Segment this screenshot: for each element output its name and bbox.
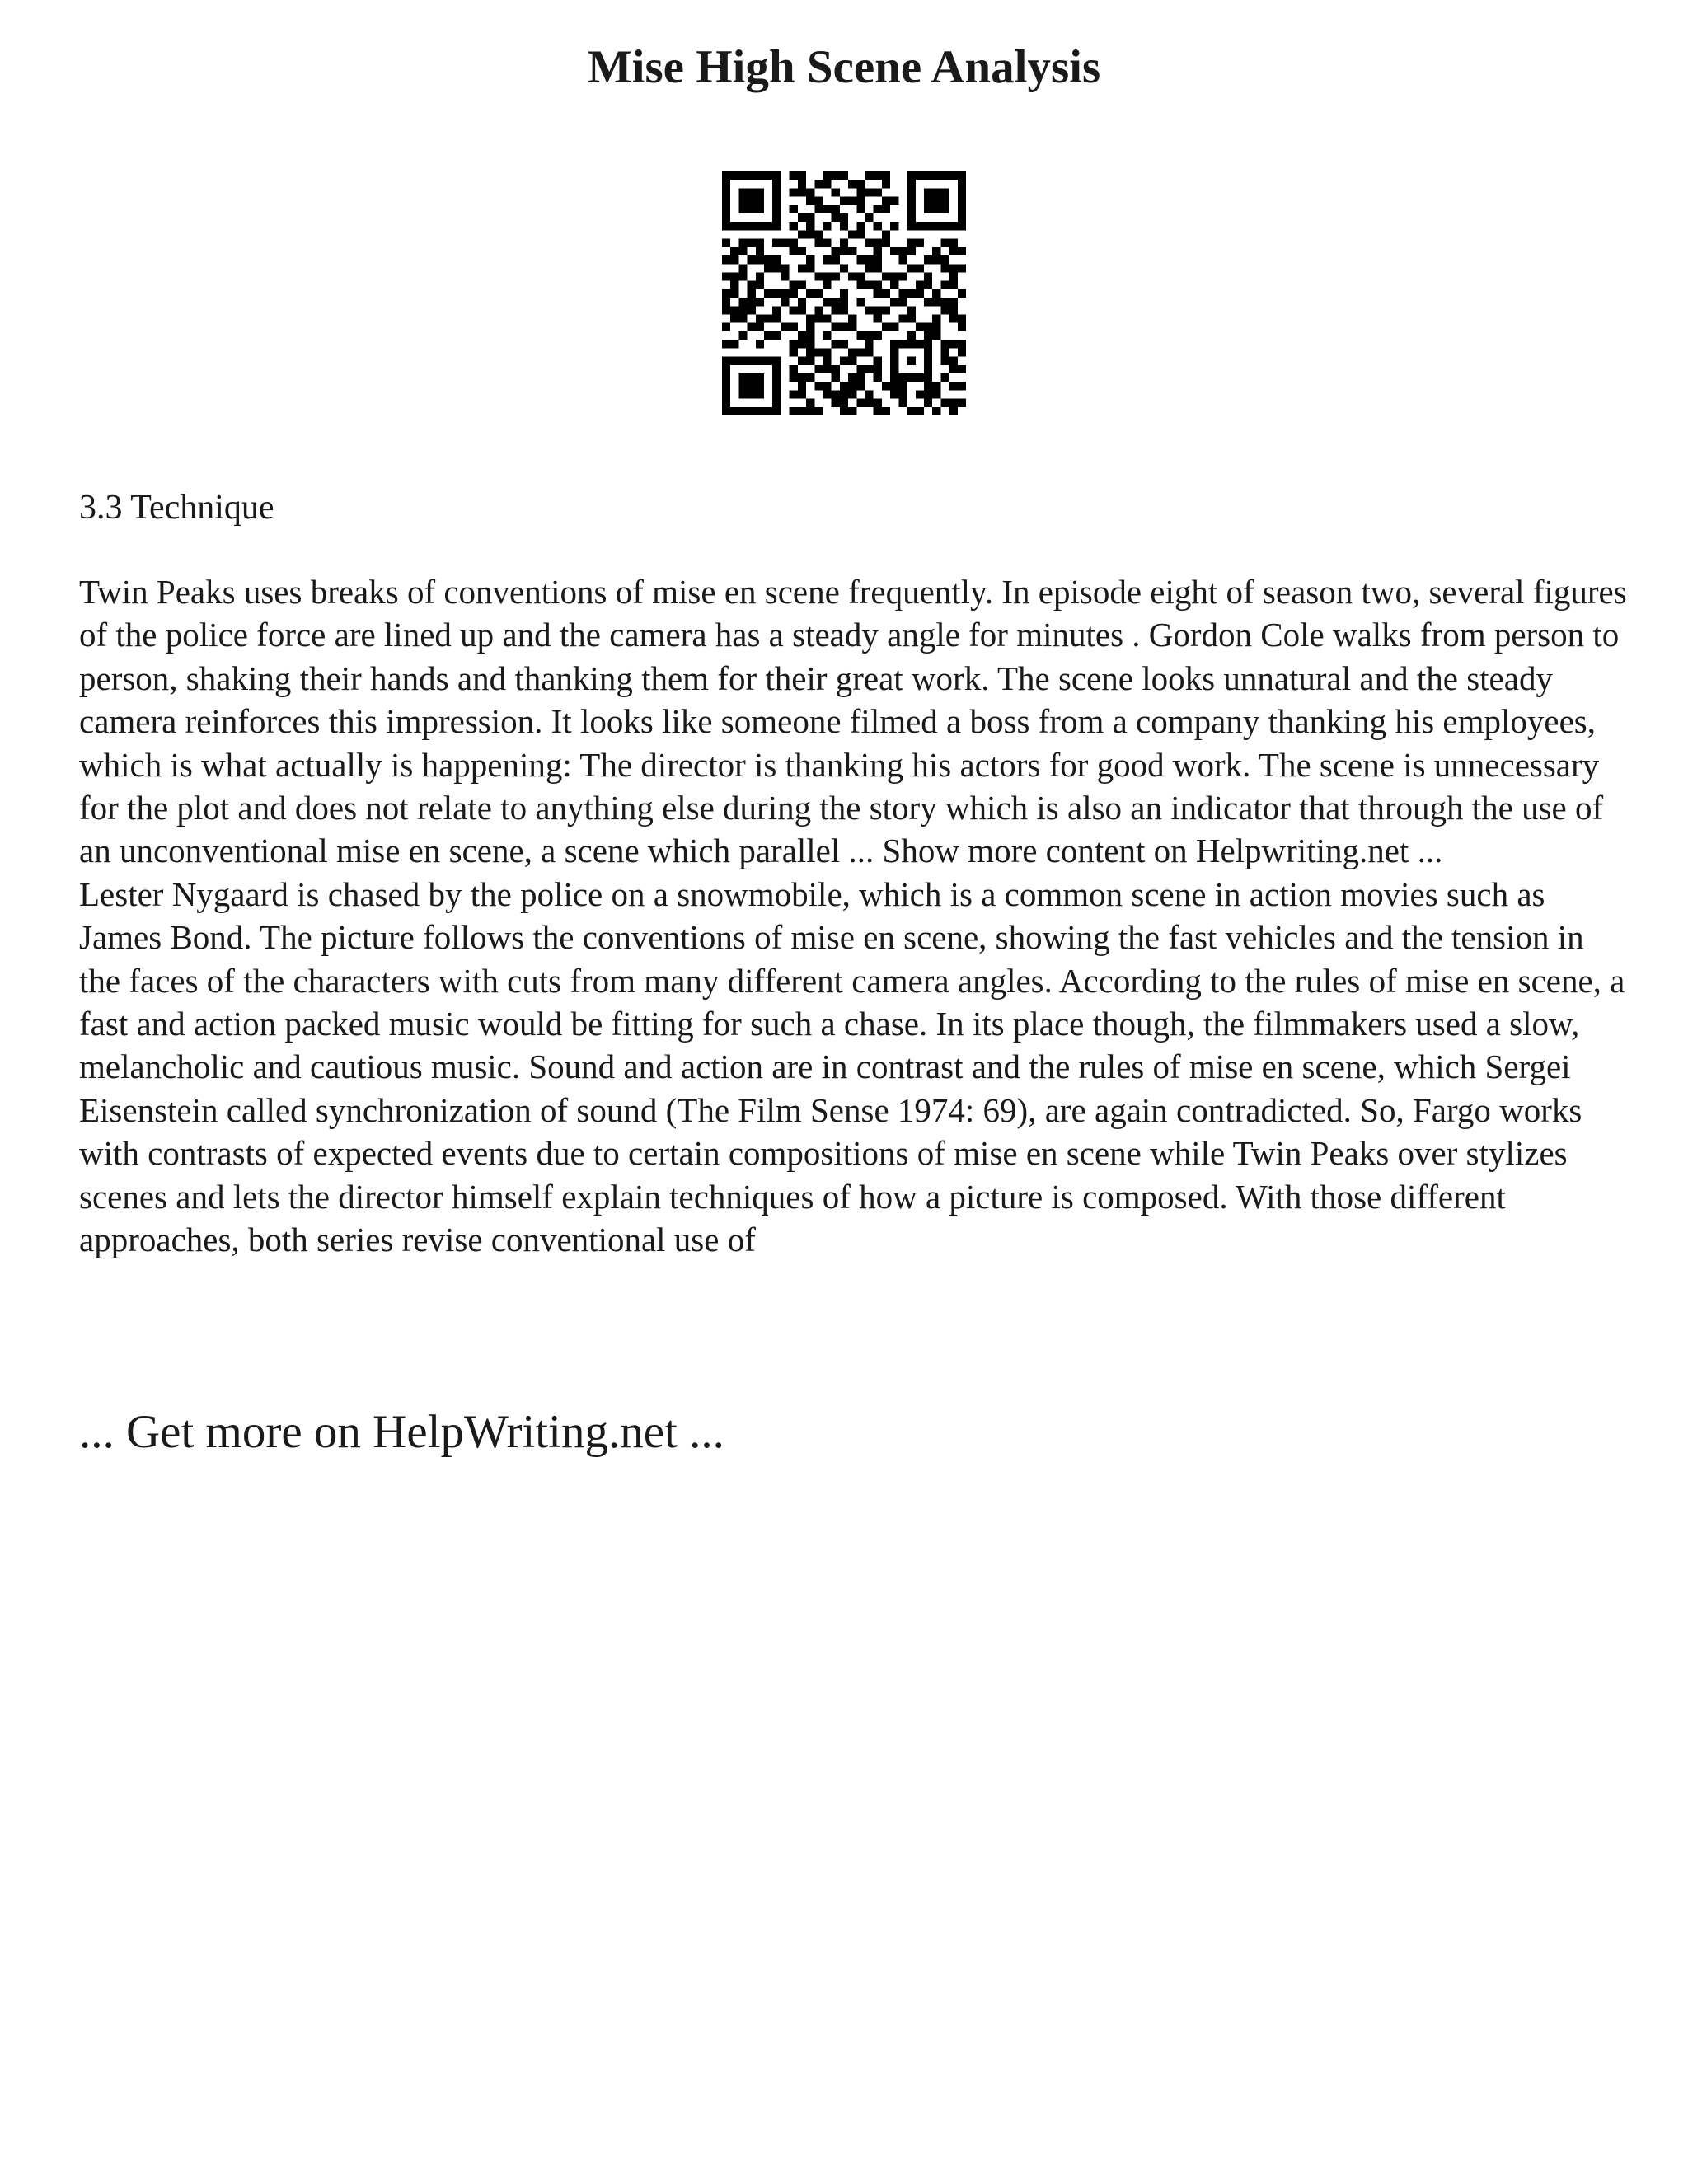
article-body xyxy=(79,570,1629,1262)
paragraph-2: Lester Nygaard is chased by the police on a snowmobile, which is a common scene in action movies such as James Bond. The picture follows the conventions of mise en scene, showing the fast vehicles and the tension in the faces of the characters with cuts from many different camera angles. According to the rules of mise en scene, a fast and action packed music would be fitting for such a chase. In its place though, the filmmakers used a slow, melancholic and cautious music. Sound and action are in contrast and the rules of mise en scene, which Sergei Eisenstein called synchronization of sound (The Film Sense 1974: 69), are again contradicted. So, Fargo works with contrasts of expected events due to certain compositions of mise en scene while Twin Peaks over stylizes scenes and lets the director himself explain techniques of how a picture is composed. With those different approaches, both series revise conventional use of xyxy=(79,874,1625,1259)
qr-code-icon xyxy=(722,171,966,415)
get-more-link-text: ... Get more on HelpWriting.net ... xyxy=(79,1406,724,1458)
paragraph-1: Twin Peaks uses breaks of conventions of mise en scene frequently. In episode eight of season two, several figures of the police force are lined up and the camera has a steady angle for minutes . Gordon Cole walks from person to person, shaking their hands and thanking them for their great work. The scene looks unnatural and the steady camera reinforces this impression. It looks like someone filmed a boss from a company thanking his employees, which is what actually is happening: The director is thanking his actors for good work. The scene is unnecessary for the plot and does not relate to anything else during the story which is also an indicator that through the use of an unconventional mise en scene, a scene which parallel ... Show more content on Helpwriting.net ... xyxy=(79,573,1627,870)
section-heading: 3.3 Technique xyxy=(79,489,274,527)
page-title: Mise High Scene Analysis xyxy=(587,41,1101,93)
